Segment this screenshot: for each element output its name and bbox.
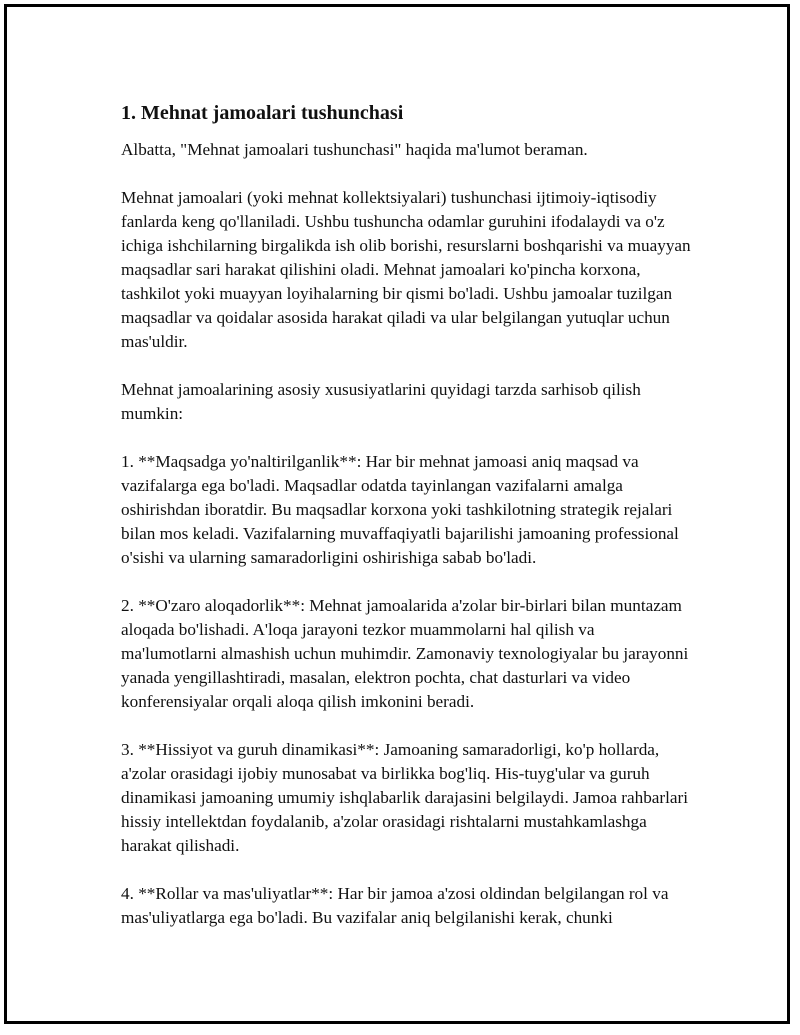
document-title: 1. Mehnat jamoalari tushunchasi [121, 102, 404, 124]
paragraph-features-intro: Mehnat jamoalarining asosiy xususiyatlarini quyidagi tarzda sarhisob qilish mumkin: [121, 380, 641, 423]
document-page [4, 4, 790, 1024]
paragraph-goal-orientation: 1. **Maqsadga yo'naltirilganlik**: Har bir mehnat jamoasi aniq maqsad va vazifalarga ega bo'ladi. Maqsadlar odatda tayinlangan vazifalarni amalga oshirishdan iboratdir. Bu maqsadlar korxona yoki tashkilotning strategik rejalari bilan mos keladi. Vazifalarning muvaffaqiyatli bajarilishi jamoaning professional o'sishi va ularning samaradorligini oshirishiga sabab bo'ladi. [121, 452, 679, 567]
intro-paragraph: Albatta, "Mehnat jamoalari tushunchasi" haqida ma'lumot beraman. [121, 140, 588, 159]
paragraph-roles: 4. **Rollar va mas'uliyatlar**: Har bir jamoa a'zosi oldindan belgilangan rol va mas'uliyatlarga ega bo'ladi. Bu vazifalar aniq belgilanishi kerak, chunki [121, 884, 669, 927]
paragraph-interaction: 2. **O'zaro aloqadorlik**: Mehnat jamoalarida a'zolar bir-birlari bilan muntazam aloqada bo'lishadi. A'loqa jarayoni tezkor muammolarni hal qilish va ma'lumotlarni almashish uchun muhimdir. Zamonaviy texnologiyalar bu jarayonni yanada yengillashtiradi, masalan, elektron pochta, chat dasturlari va video konferensiyalar orqali aloqa qilish imkonini beradi. [121, 596, 689, 711]
document-content [121, 100, 691, 954]
paragraph-definition: Mehnat jamoalari (yoki mehnat kollektsiyalari) tushunchasi ijtimoiy-iqtisodiy fanlarda keng qo'llaniladi. Ushbu tushuncha odamlar guruhini ifodalaydi va o'z ichiga ishchilarning birgalikda ish olib borishi, resurslarni boshqarishi va muayyan maqsadlar sari harakat qilishini oladi. Mehnat jamoalari ko'pincha korxona, tashkilot yoki muayyan loyihalarning bir qismi bo'ladi. Ushbu jamoalar tuzilgan maqsadlar va qoidalar asosida harakat qiladi va ular belgilangan yutuqlar uchun mas'uldir. [121, 188, 691, 351]
paragraph-group-dynamics: 3. **Hissiyot va guruh dinamikasi**: Jamoaning samaradorligi, ko'p hollarda, a'zolar orasidagi ijobiy munosabat va birlikka bog'liq. His-tuyg'ular va guruh dinamikasi jamoaning umumiy ishqlabarlik darajasini belgilaydi. Jamoa rahbarlari hissiy intellektdan foydalanib, a'zolar orasidagi rishtalarni mustahkamlashga harakat qilishadi. [121, 740, 689, 855]
